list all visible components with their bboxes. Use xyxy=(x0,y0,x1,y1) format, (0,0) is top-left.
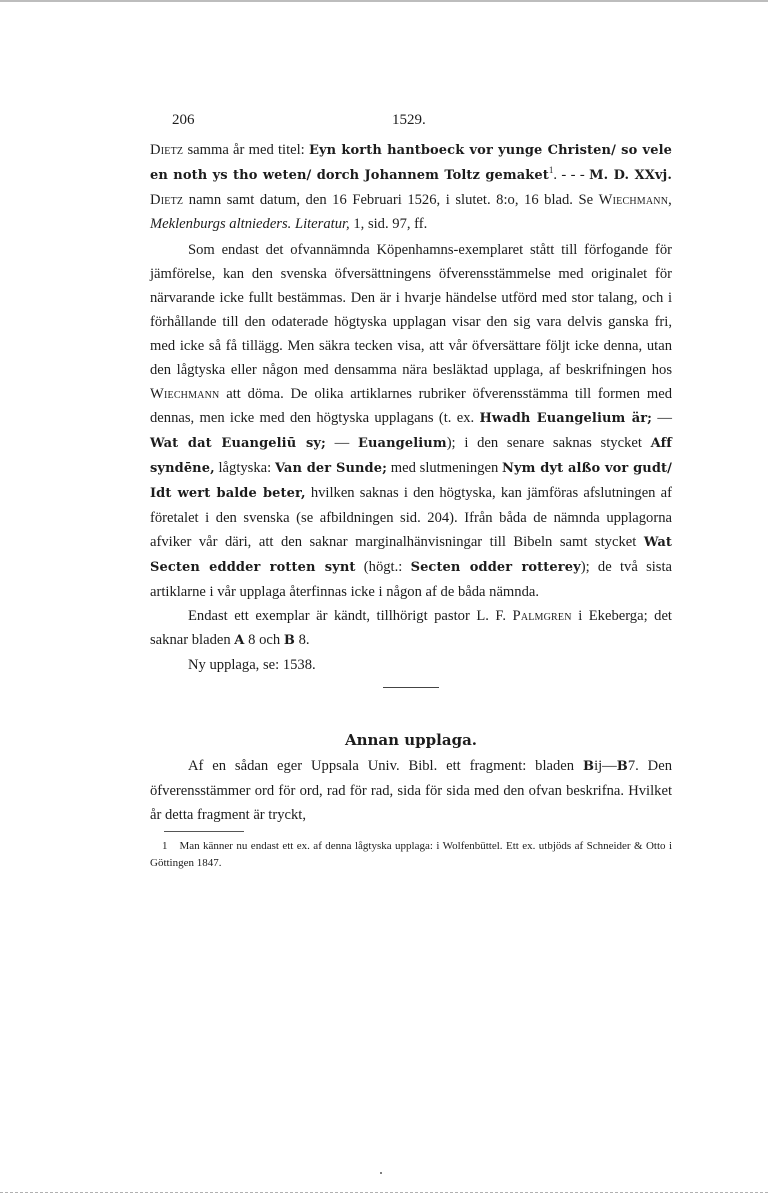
page-number: 206 xyxy=(172,112,195,128)
paragraph-comparison: Som endast det ofvannämnda Köpenhamns-exemplaret stått till förfogande för jämförelse, kan den svenska öfversättningens öfverensstämmelse med originalet för närvarande icke fullt bestämmas. Den är i hvarje händelse utförd med stor talang, och i förhållande till den odaterade högtyska upplagan visar den sig vara delvis ganska fri, med icke så få tillägg. Men säkra tecken visa, att vår öfversättare följt icke denna, utan den lågtyska eller någon med densamma nära besläktad upplaga, af beskrifningen hos Wiechmann att döma. De olika artiklarnes rubriker öfverensstämma till formen med dennas, men icke med den högtyska upplagans (t. ex. Hwadh Euangelium är; — Wat dat Euangeliū sy; — Euangelium); i den senare saknas stycket Aff syndēne, lågtyska: Van der Sunde; med slutmeningen Nym dyt alßo vor gudt/ Idt wert balde beter, hvilken saknas i den högtyska, kan jämföras afslutningen af företalet i den svenska (se afbildningen sid. 204). Ifrån båda de nämnda upplagorna afviker vår däri, att den saknar marginalhänvisningar till Bibeln samt stycket Wat Secten eddder rotten synt (högt.: Secten odder rotterey); de två sista artiklarne i vår upplaga återfinnas icke i någon af de båda nämnda. xyxy=(150,242,673,600)
paragraph-fragment: Af en sådan eger Uppsala Univ. Bibl. ett fragment: bladen Bij—B7. Den öfverensstämmer ord för ord, rad för rad, sida för sida med den ofvan beskrifna. Hvilket år detta fragment är tryckt, xyxy=(150,758,672,823)
signature-letter-b-2: B xyxy=(616,759,628,774)
blackletter-colophon: M. D. XXvj. xyxy=(589,168,672,183)
blackletter-phrase-4: Aff syndēne, xyxy=(150,436,672,476)
running-year: 1529. xyxy=(392,112,426,128)
footnote-mark: 1 xyxy=(162,840,168,852)
blackletter-phrase-3: Euangelium xyxy=(358,436,447,451)
top-edge-rule xyxy=(0,0,768,2)
footnote-text: Man känner nu endast ett ex. af denna lågtyska upplaga: i Wolfenbüttel. Ett ex. utbjöds af Schneider & Otto i Göttingen 1847. xyxy=(150,840,673,869)
paragraph-title-entry: Dietz samma år med titel: Eyn korth hantboeck vor yunge Christen/ so vele en noth ys tho weten/ dorch Johannem Toltz gemaket$^1$. - - - M. D. XXvj. Dietz namn samt datum, den 16 Februari 1526, i slutet. 8:o, 16 blad. Se Wiechmann, Meklenburgs altnieders. Literatur, 1, sid. 97, ff. xyxy=(150,142,672,232)
blackletter-phrase-7: Wat Secten eddder rotten synt xyxy=(150,535,673,575)
blackletter-phrase-2: Wat dat Euangeliū sy; xyxy=(150,436,326,451)
owner-name: Palmgren xyxy=(512,608,572,624)
footnote xyxy=(150,838,672,872)
section-heading: Annan upplaga. xyxy=(344,731,478,749)
signature-letter-a: A xyxy=(234,633,245,648)
reference-title: Meklenburgs altnieders. Literatur, xyxy=(150,216,350,232)
blackletter-phrase-6: Nym dyt alßo vor gudt/ Idt wert balde beter, xyxy=(150,461,672,501)
paragraph-exemplar: Endast ett exemplar är kändt, tillhörigt pastor L. F. Palmgren i Ekeberga; det saknar bladen A 8 och B 8. xyxy=(150,608,672,648)
paragraph-new-edition: Ny upplaga, se: 1538. xyxy=(188,657,316,673)
blackletter-phrase-5: Van der Sunde; xyxy=(274,461,388,476)
footnote-reference: 1 xyxy=(548,165,554,176)
blackletter-phrase-1: Hwadh Euangelium är; xyxy=(479,411,653,426)
signature-letter-b: B xyxy=(283,633,295,648)
running-header xyxy=(150,110,672,134)
page-body xyxy=(150,110,672,872)
signature-letter-b-1: B xyxy=(582,759,595,774)
section-divider xyxy=(383,687,439,688)
bottom-edge-rule xyxy=(0,1192,768,1193)
footnote-rule xyxy=(164,831,244,832)
author-name-2: Dietz xyxy=(150,192,184,208)
blackletter-title: Eyn korth hantboeck vor yunge Christen/ so vele en noth ys tho weten/ dorch Johannem Toltz gemaket xyxy=(150,143,672,183)
print-speck xyxy=(380,1172,382,1174)
blackletter-phrase-8: Secten odder rotterey xyxy=(410,560,581,575)
reference-author-wiechmann: Wiechmann xyxy=(150,386,220,402)
author-name: Dietz xyxy=(150,142,184,158)
reference-author: Wiechmann, xyxy=(598,192,672,208)
